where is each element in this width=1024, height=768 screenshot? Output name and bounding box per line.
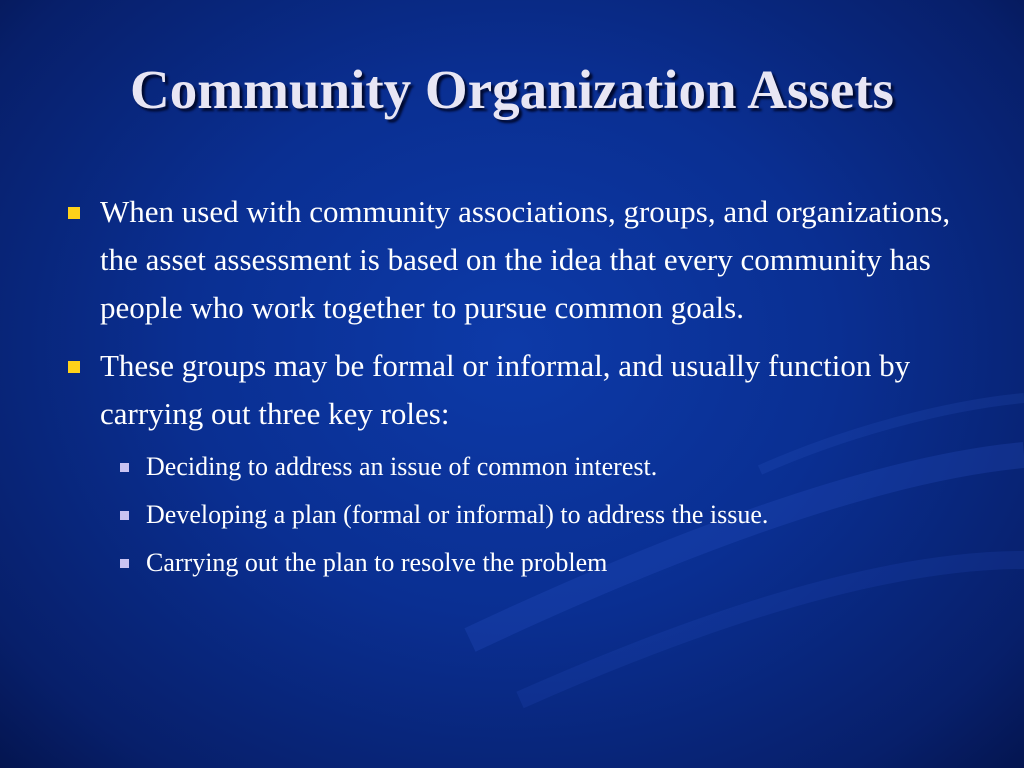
- sub-bullet-list: [100, 448, 980, 582]
- sub-bullet-item: [100, 544, 980, 582]
- slide-title: Community Organization Assets: [130, 59, 894, 120]
- sub-bullet-text: Carrying out the plan to resolve the problem: [146, 548, 608, 577]
- square-bullet-icon: [68, 361, 80, 373]
- square-sub-bullet-icon: [120, 463, 129, 472]
- bullet-list: [60, 188, 980, 592]
- square-bullet-icon: [68, 207, 80, 219]
- bullet-text: These groups may be formal or informal, and usually function by carrying out three key roles:: [100, 348, 911, 431]
- sub-bullet-item: [100, 496, 980, 534]
- sub-bullet-text: Developing a plan (formal or informal) to address the issue.: [146, 500, 769, 529]
- bullet-text: When used with community associations, groups, and organizations, the asset assessment is based on the idea that every community has people who work together to pursue common goals.: [100, 194, 951, 325]
- sub-bullet-item: [100, 448, 980, 486]
- bullet-item: [60, 342, 980, 582]
- bullet-item: [60, 188, 980, 332]
- square-sub-bullet-icon: [120, 511, 129, 520]
- square-sub-bullet-icon: [120, 559, 129, 568]
- sub-bullet-text: Deciding to address an issue of common interest.: [146, 452, 658, 481]
